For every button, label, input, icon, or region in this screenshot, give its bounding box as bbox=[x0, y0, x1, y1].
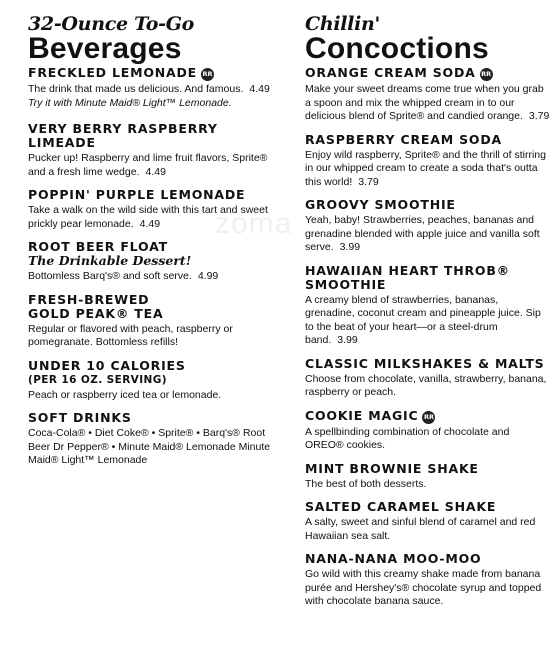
item-tip: Try it with Minute Maid® Light™ Lemonade. bbox=[28, 96, 232, 109]
item-subtitle: (PER 16 OZ. SERVING) bbox=[28, 373, 167, 386]
item-subtitle: The Drinkable Dessert! bbox=[28, 253, 192, 268]
item-description: Enjoy wild raspberry, Sprite® and the thrill of stirring in our whipped cream to create a soda that's outta this world! 3.79 bbox=[305, 148, 546, 188]
item-description: Make your sweet dreams come true when you grab a spoon and mix the whipped cream in to our delicious blend of Sprite® and candied orange. 3.79 bbox=[305, 83, 550, 122]
item-description: Peach or raspberry iced tea or lemonade. bbox=[28, 388, 222, 401]
menu-item-orange-cream-soda bbox=[305, 66, 550, 124]
item-title: HAWAIIAN HEART THROB® SMOOTHIE bbox=[305, 262, 510, 292]
item-price: 4.49 bbox=[249, 83, 270, 95]
item-price: 4.99 bbox=[197, 270, 219, 282]
item-title: SOFT DRINKS bbox=[28, 410, 132, 425]
menu-item-milkshakes-malts bbox=[305, 357, 550, 400]
menu-item-salted-caramel-shake bbox=[305, 500, 550, 543]
item-title: CLASSIC MILKSHAKES & MALTS bbox=[305, 355, 545, 371]
item-description: The drink that made us delicious. And famous. 4.49 bbox=[28, 83, 270, 95]
item-title: NANA-NANA MOO-MOO bbox=[305, 551, 482, 566]
concoctions-section bbox=[305, 0, 550, 609]
menu-item-groovy-smoothie bbox=[305, 198, 550, 255]
menu-item-raspberry-limeade bbox=[28, 122, 283, 179]
item-description: A spellbinding combination of chocolate and OREO® cookies. bbox=[305, 425, 510, 451]
item-title: ORANGE CREAM SODA RR bbox=[305, 65, 492, 80]
item-description: A salty, sweet and sinful blend of caramel and red Hawaiian sea salt. bbox=[305, 516, 536, 542]
item-description: Bottomless Barq's® and soft serve. 4.99 bbox=[28, 270, 219, 282]
item-description: The best of both desserts. bbox=[305, 477, 427, 490]
item-title: UNDER 10 CALORIES bbox=[28, 357, 186, 373]
watermark: zoma bbox=[215, 207, 293, 240]
item-description: Take a walk on the wild side with this tart and sweet prickly pear lemonade. 4.49 bbox=[28, 204, 268, 230]
red-robin-badge-icon: RR bbox=[201, 68, 214, 81]
item-price: 4.49 bbox=[145, 165, 166, 178]
menu-item-soft-drinks bbox=[28, 411, 283, 468]
item-title: GROOVY SMOOTHIE bbox=[305, 197, 456, 212]
item-price: 3.99 bbox=[337, 334, 358, 346]
menu-item-cookie-magic bbox=[305, 409, 550, 453]
red-robin-badge-icon: RR bbox=[480, 68, 493, 81]
item-description: Pucker up! Raspberry and lime fruit flavors, Sprite® and a fresh lime wedge. 4.49 bbox=[28, 152, 268, 178]
menu-item-hawaiian-heart-throb bbox=[305, 264, 550, 348]
menu-item-raspberry-cream-soda bbox=[305, 133, 550, 190]
menu-item-root-beer-float bbox=[28, 240, 283, 284]
item-title: POPPIN' PURPLE LEMONADE bbox=[28, 187, 246, 202]
item-title: MINT BROWNIE SHAKE bbox=[305, 460, 479, 476]
item-price: 3.79 bbox=[358, 175, 379, 188]
beverages-title: Beverages bbox=[28, 32, 182, 65]
item-price: 4.49 bbox=[139, 217, 161, 230]
item-description: Yeah, baby! Strawberries, peaches, bananas and grenadine blended with apple juice and vanilla soft serve. 3.99 bbox=[305, 214, 540, 253]
concoctions-script-title: Chillin' bbox=[305, 13, 381, 35]
item-title: FRECKLED LEMONADE RR bbox=[28, 65, 213, 80]
red-robin-badge-icon: RR bbox=[422, 411, 435, 424]
concoctions-title: Concoctions bbox=[305, 32, 489, 65]
item-description: Coca-Cola® • Diet Coke® • Sprite® • Barq's® Root Beer Dr Pepper® • Minute Maid® Lemonade Minute Maid® Light™ Lemonade bbox=[28, 427, 271, 466]
item-title: SALTED CARAMEL SHAKE bbox=[305, 499, 497, 514]
item-subtitle: GOLD PEAK® TEA bbox=[28, 305, 164, 321]
item-description: Choose from chocolate, vanilla, strawberry, banana, raspberry or peach. bbox=[305, 372, 547, 398]
beverages-section bbox=[28, 0, 283, 468]
menu-item-mint-brownie-shake bbox=[305, 462, 550, 492]
item-price: 3.99 bbox=[339, 241, 361, 253]
item-title: COOKIE MAGIC RR bbox=[305, 407, 434, 423]
menu-item-under-10-calories bbox=[28, 359, 283, 403]
item-title: ROOT BEER FLOAT bbox=[28, 239, 168, 254]
menu-item-nana-nana-moo-moo bbox=[305, 552, 550, 609]
menu-item-gold-peak-tea bbox=[28, 293, 283, 350]
item-description: Regular or flavored with peach, raspberry or pomegranate. Bottomless refills! bbox=[28, 322, 233, 348]
menu-item-purple-lemonade bbox=[28, 188, 283, 231]
item-title: RASPBERRY CREAM SODA bbox=[305, 131, 502, 147]
item-price: 3.79 bbox=[528, 110, 550, 122]
beverages-script-title: 32-Ounce To-Go bbox=[28, 13, 194, 35]
item-description: Go wild with this creamy shake made from banana purée and Hershey's® chocolate syrup and topped with chocolate banana sauce. bbox=[305, 568, 542, 607]
menu-item-freckled-lemonade bbox=[28, 66, 283, 110]
item-title: FRESH-BREWED bbox=[28, 291, 150, 307]
item-description: A creamy blend of strawberries, bananas, grenadine, coconut cream and pineapple juice. Sip to the beat of your heart—or a steel-drum band. 3.99 bbox=[305, 293, 541, 346]
item-title: VERY BERRY RASPBERRY LIMEADE bbox=[28, 121, 218, 150]
